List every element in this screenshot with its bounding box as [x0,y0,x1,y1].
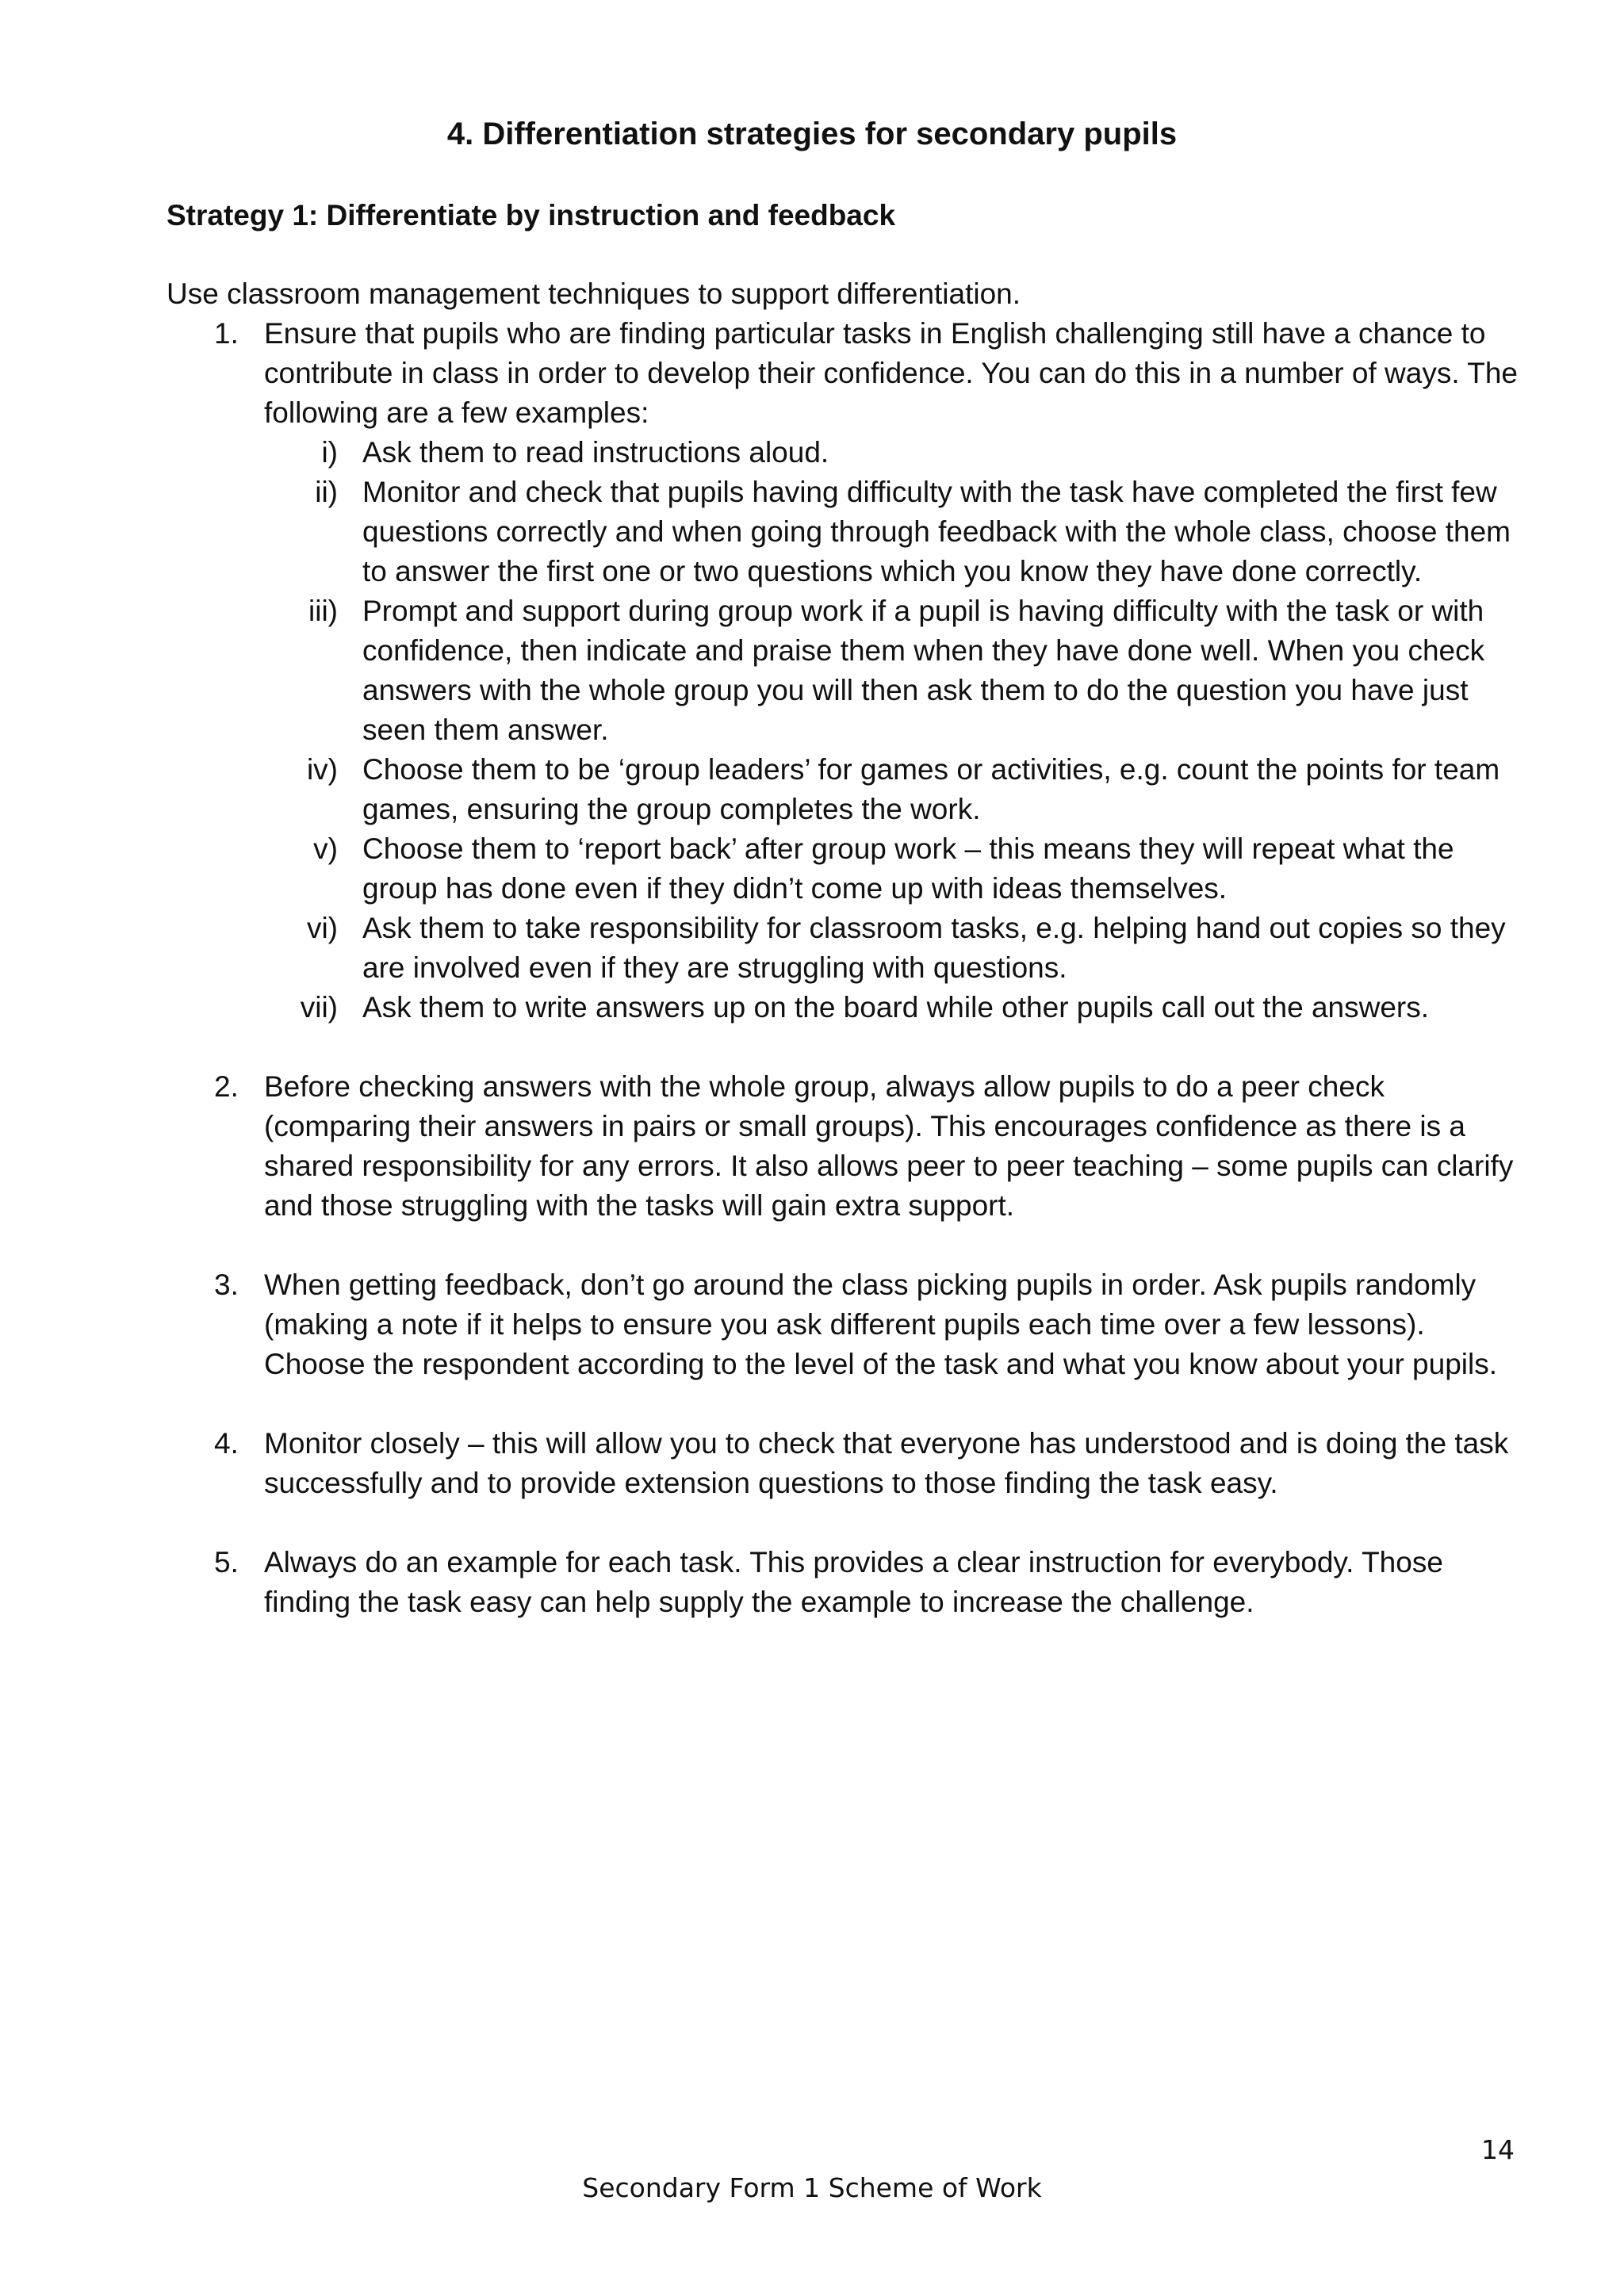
page-number: 14 [1481,2134,1515,2165]
strategy-list [0,314,1624,1622]
sub-item-text: Choose them to ‘report back’ after group work – this means they will repeat what the group has done even if they didn’t come up with ideas themselves. [362,832,1454,905]
page-title: 4. Differentiation strategies for secondary pupils [446,117,1178,151]
sub-list-item [0,750,1536,829]
list-item [0,1543,1533,1622]
sub-list-item [0,829,1536,909]
item-number: 4. [214,1427,239,1460]
sub-item-label: ii) [315,476,338,508]
item-number: 5. [214,1546,239,1578]
list-item [0,1265,1533,1384]
sub-item-label: iv) [306,753,338,786]
item-text: Always do an example for each task. This provides a clear instruction for everybody. Those finding the task easy can help supply the example to increase the challenge. [264,1546,1443,1618]
sub-list-item [0,591,1536,750]
sub-item-text: Ask them to take responsibility for classroom tasks, e.g. helping hand out copies so they are involved even if they are struggling with questions. [362,912,1506,984]
sub-item-text: Ask them to write answers up on the board while other pupils call out the answers. [362,991,1430,1024]
sub-item-text: Prompt and support during group work if a pupil is having difficulty with the task or with confidence, then indicate and praise them when they have done well. When you check answers with the whole group you will then ask them to do the question you have just seen them answer. [362,595,1485,746]
sub-list-item [0,909,1536,988]
item-number: 1. [214,317,239,350]
sub-list-item [0,433,1536,473]
strategy-heading: Strategy 1: Differentiate by instruction and feedback [167,199,896,232]
sub-item-label: vi) [306,912,338,944]
item-text: Ensure that pupils who are finding particular tasks in English challenging still have a chance to contribute in class in order to develop their confidence. You can do this in a number of ways. The following are a few examples: [264,317,1518,429]
item-number: 3. [214,1269,239,1301]
intro-text: Use classroom management techniques to support differentiation. [167,277,1021,310]
item-text: When getting feedback, don’t go around the class picking pupils in order. Ask pupils randomly (making a note if it helps to ensure you ask different pupils each time over a few lessons). Choose the respondent according to the level of the task and what you know about your pupils. [264,1269,1497,1380]
item-text: Before checking answers with the whole group, always allow pupils to do a peer check (comparing their answers in pairs or small groups). This encourages confidence as there is a shared responsibility for any errors. It also allows peer to peer teaching – some pupils can clarify and those struggling with the tasks will gain extra support. [264,1070,1514,1222]
sub-item-label: vii) [300,991,338,1024]
sub-item-label: i) [321,436,338,469]
sub-item-text: Ask them to read instructions aloud. [362,436,829,469]
page-footer: Secondary Form 1 Scheme of Work [582,2172,1042,2203]
sub-item-text: Monitor and check that pupils having difficulty with the task have completed the first few questions correctly and when going through feedback with the whole class, choose them to answer the first one or two questions which you know they have done correctly. [362,476,1511,587]
sub-item-label: iii) [308,595,338,627]
sub-item-text: Choose them to be ‘group leaders’ for games or activities, e.g. count the points for team games, ensuring the group completes the work. [362,753,1500,825]
list-item [0,1067,1533,1226]
list-item [0,1424,1533,1503]
list-item [0,314,1533,1027]
item-text: Monitor closely – this will allow you to check that everyone has understood and is doing the task successfully and to provide extension questions to those finding the task easy. [264,1427,1509,1499]
sub-item-label: v) [313,832,338,865]
example-list [0,433,1533,1027]
sub-list-item [0,473,1536,591]
sub-list-item [0,988,1536,1027]
item-number: 2. [214,1070,239,1103]
